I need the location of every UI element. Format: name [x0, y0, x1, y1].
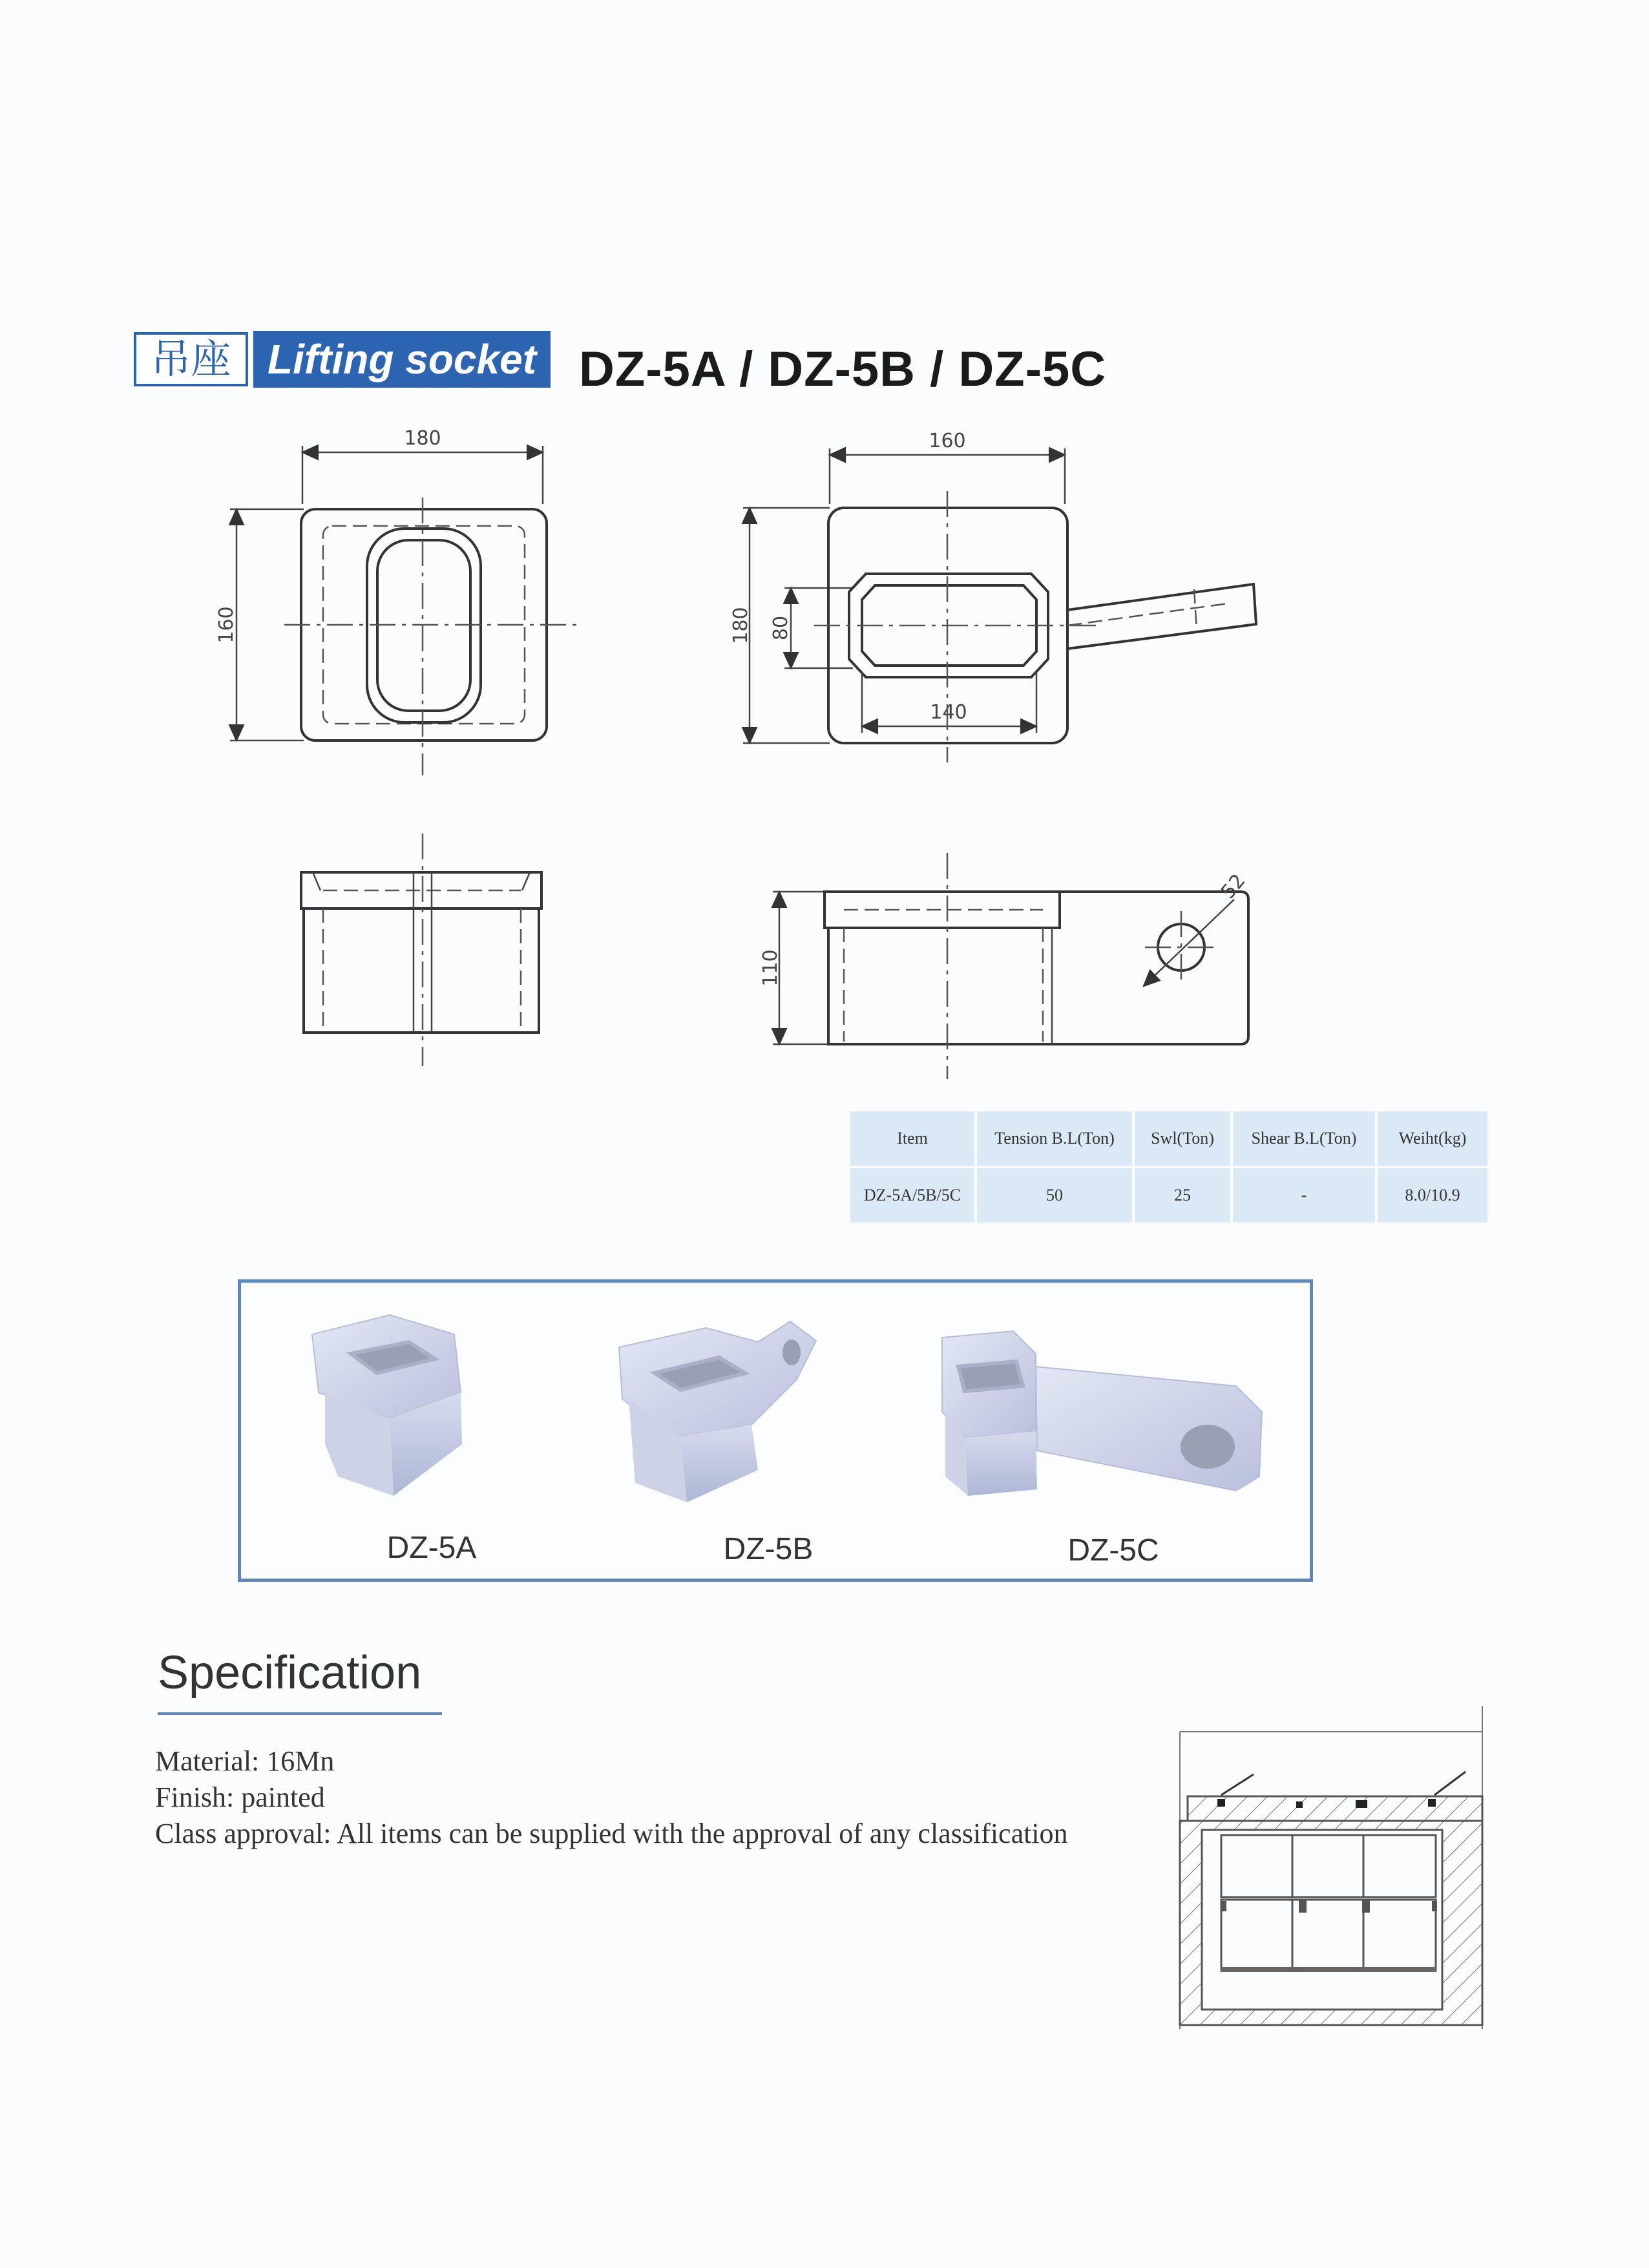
table-header-cell: Weiht(kg)	[1378, 1111, 1487, 1166]
dz5a-side-view	[301, 834, 541, 1066]
spec-class-approval: Class approval: All items can be supplied with the approval of any classification	[155, 1818, 1068, 1849]
photo-label-dz5c: DZ-5C	[1067, 1533, 1159, 1568]
photo-label-dz5b: DZ-5B	[723, 1532, 814, 1566]
specification-underline	[158, 1712, 442, 1715]
specification-title: Specification	[158, 1647, 422, 1699]
dim-180-a: 180	[404, 427, 441, 450]
dim-180-c: 180	[730, 607, 752, 644]
table-header-cell: Item	[850, 1111, 974, 1166]
table-cell: 8.0/10.9	[1378, 1168, 1487, 1223]
photo-label-dz5a: DZ-5A	[386, 1531, 477, 1565]
table-header-cell: Tension B.L(Ton)	[977, 1111, 1132, 1166]
table-header-row	[850, 1111, 1487, 1166]
dim-160-a: 160	[215, 606, 238, 644]
table-cell: -	[1233, 1168, 1375, 1223]
chinese-title-badge: 吊座	[134, 332, 248, 386]
table-cell: DZ-5A/5B/5C	[850, 1168, 974, 1223]
dim-52-c: 52	[1217, 870, 1250, 903]
dz5a-top-view	[215, 427, 582, 775]
table-cell: 25	[1135, 1168, 1230, 1223]
dz5b-photo	[619, 1321, 816, 1502]
dim-80-c: 80	[770, 615, 792, 641]
table-header-cell: Shear B.L(Ton)	[1233, 1111, 1375, 1166]
installation-diagram	[1157, 1706, 1493, 2042]
product-photo-panel	[238, 1279, 1313, 1582]
table-header-cell: Swl(Ton)	[1135, 1111, 1230, 1166]
dim-110-c: 110	[759, 949, 782, 987]
dim-140-c: 140	[930, 701, 967, 724]
model-title: DZ-5A / DZ-5B / DZ-5C	[579, 342, 1107, 397]
table-row	[850, 1168, 1487, 1223]
spec-material: Material: 16Mn	[155, 1745, 335, 1777]
dz5c-top-view	[730, 430, 1256, 762]
dz5a-photo	[312, 1315, 462, 1496]
english-title-badge: Lifting socket	[253, 331, 551, 388]
technical-drawings	[0, 0, 1649, 1098]
dz5c-side-view	[759, 853, 1250, 1079]
dim-160-c: 160	[929, 430, 966, 452]
spec-table	[848, 1109, 1490, 1225]
table-cell: 50	[977, 1168, 1132, 1223]
product-renders	[241, 1283, 1310, 1579]
spec-finish: Finish: painted	[155, 1781, 325, 1813]
dz5c-photo	[942, 1331, 1262, 1496]
